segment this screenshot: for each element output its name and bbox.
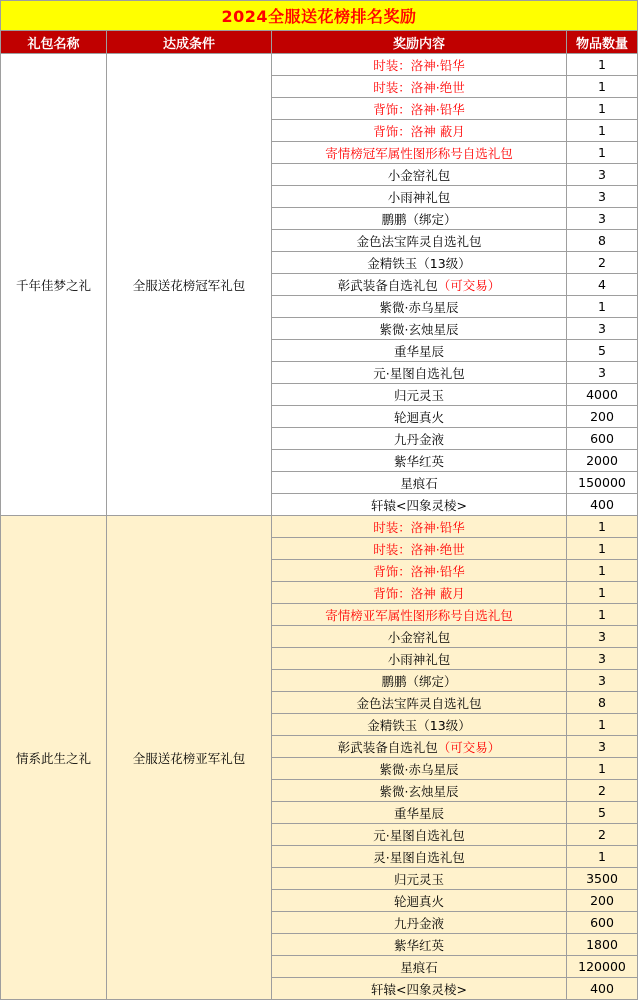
reward-item-label: 金精铁玉（13级） [367, 717, 471, 733]
reward-item-label: 金色法宝阵灵自选礼包 [356, 233, 482, 249]
reward-item-label: 轩辕<四象灵棱> [371, 981, 467, 997]
reward-item-cell [272, 252, 567, 274]
reward-item-label: 星痕石 [400, 959, 438, 975]
reward-item-label: 小雨神礼包 [387, 651, 451, 667]
reward-item-cell [272, 274, 567, 296]
reward-item-cell [272, 230, 567, 252]
reward-item-label: 元·星图自选礼包 [373, 827, 465, 843]
reward-item-cell [272, 340, 567, 362]
reward-item-label: 紫微·赤乌星辰 [379, 299, 459, 315]
reward-item-cell [272, 318, 567, 340]
reward-item-label: 轮迴真火 [393, 893, 444, 909]
reward-item-cell [272, 516, 567, 538]
reward-item-label: 紫微·玄烛星辰 [379, 783, 459, 799]
item-quantity-cell: 3500 [567, 868, 638, 890]
reward-item-label: 寄情榜亚军属性图形称号自选礼包 [325, 607, 513, 623]
reward-item-label: 重华星辰 [393, 805, 444, 821]
reward-item-label: 彰武装备自选礼包 [337, 739, 438, 755]
reward-item-label: 金精铁玉（13级） [367, 255, 471, 271]
item-quantity-cell: 1 [567, 54, 638, 76]
item-quantity-cell: 3 [567, 208, 638, 230]
item-quantity-cell: 150000 [567, 472, 638, 494]
reward-item-label: 鹏鹏（绑定） [381, 673, 457, 689]
header-reward-content: 奖励内容 [272, 31, 567, 54]
item-quantity-cell: 1 [567, 714, 638, 736]
reward-item-label: 归元灵玉 [393, 871, 444, 887]
reward-item-cell [272, 978, 567, 1000]
reward-item-cell [272, 912, 567, 934]
reward-item-label: 元·星图自选礼包 [373, 365, 465, 381]
gift-name-cell: 千年佳梦之礼 [1, 54, 107, 516]
item-quantity-cell: 3 [567, 670, 638, 692]
reward-item-label: 时装：洛神·绝世 [373, 541, 465, 557]
item-quantity-cell: 4 [567, 274, 638, 296]
reward-item-label: 九丹金液 [393, 431, 444, 447]
item-quantity-cell: 1 [567, 846, 638, 868]
reward-item-cell [272, 736, 567, 758]
reward-item-label: 轩辕<四象灵棱> [371, 497, 467, 513]
reward-item-cell [272, 934, 567, 956]
reward-item-cell [272, 450, 567, 472]
reward-item-label: 小雨神礼包 [387, 189, 451, 205]
reward-item-cell [272, 758, 567, 780]
reward-item-cell [272, 164, 567, 186]
header-item-quantity: 物品数量 [567, 31, 638, 54]
item-quantity-cell: 600 [567, 428, 638, 450]
reward-item-label: 小金窑礼包 [387, 629, 451, 645]
reward-item-label: 小金窑礼包 [387, 167, 451, 183]
item-quantity-cell: 1 [567, 98, 638, 120]
reward-item-cell [272, 428, 567, 450]
item-quantity-cell: 2 [567, 824, 638, 846]
item-quantity-cell: 1 [567, 76, 638, 98]
reward-item-label: 紫微·赤乌星辰 [379, 761, 459, 777]
reward-item-cell [272, 956, 567, 978]
reward-item-cell [272, 406, 567, 428]
condition-cell: 全服送花榜冠军礼包 [107, 54, 272, 516]
reward-item-cell [272, 846, 567, 868]
reward-item-cell [272, 538, 567, 560]
item-quantity-cell: 2 [567, 780, 638, 802]
reward-item-cell [272, 582, 567, 604]
reward-item-cell [272, 824, 567, 846]
reward-item-cell [272, 142, 567, 164]
item-quantity-cell: 1 [567, 142, 638, 164]
tradeable-note: （可交易） [437, 739, 501, 755]
table-row [1, 54, 638, 76]
reward-item-cell [272, 626, 567, 648]
reward-item-label: 背饰：洛神·铅华 [373, 563, 465, 579]
reward-item-label: 轮迴真火 [393, 409, 444, 425]
item-quantity-cell: 600 [567, 912, 638, 934]
item-quantity-cell: 200 [567, 406, 638, 428]
reward-item-cell [272, 494, 567, 516]
reward-item-label: 紫华红英 [393, 453, 444, 469]
reward-item-label: 寄情榜冠军属性图形称号自选礼包 [325, 145, 513, 161]
item-quantity-cell: 1 [567, 120, 638, 142]
item-quantity-cell: 120000 [567, 956, 638, 978]
item-quantity-cell: 5 [567, 802, 638, 824]
reward-item-label: 紫微·玄烛星辰 [379, 321, 459, 337]
item-quantity-cell: 1 [567, 296, 638, 318]
item-quantity-cell: 400 [567, 494, 638, 516]
reward-item-cell [272, 296, 567, 318]
reward-item-label: 背饰：洛神 蔽月 [373, 585, 465, 601]
reward-item-label: 九丹金液 [393, 915, 444, 931]
reward-item-cell [272, 868, 567, 890]
reward-item-label: 时装：洛神·绝世 [373, 79, 465, 95]
condition-cell: 全服送花榜亚军礼包 [107, 516, 272, 1000]
item-quantity-cell: 3 [567, 626, 638, 648]
item-quantity-cell: 4000 [567, 384, 638, 406]
reward-item-cell [272, 54, 567, 76]
header-gift-name: 礼包名称 [1, 31, 107, 54]
reward-item-cell [272, 714, 567, 736]
reward-item-cell [272, 802, 567, 824]
reward-item-cell [272, 604, 567, 626]
header-condition: 达成条件 [107, 31, 272, 54]
item-quantity-cell: 1 [567, 582, 638, 604]
item-quantity-cell: 1 [567, 516, 638, 538]
table-body [1, 54, 638, 1000]
item-quantity-cell: 1 [567, 538, 638, 560]
reward-item-label: 紫华红英 [393, 937, 444, 953]
reward-item-cell [272, 76, 567, 98]
reward-item-cell [272, 890, 567, 912]
item-quantity-cell: 2 [567, 252, 638, 274]
item-quantity-cell: 5 [567, 340, 638, 362]
item-quantity-cell: 200 [567, 890, 638, 912]
item-quantity-cell: 3 [567, 362, 638, 384]
reward-item-label: 星痕石 [400, 475, 438, 491]
tradeable-note: （可交易） [437, 277, 501, 293]
reward-item-label: 鹏鹏（绑定） [381, 211, 457, 227]
reward-item-cell [272, 120, 567, 142]
item-quantity-cell: 3 [567, 736, 638, 758]
item-quantity-cell: 8 [567, 230, 638, 252]
item-quantity-cell: 8 [567, 692, 638, 714]
item-quantity-cell: 1 [567, 758, 638, 780]
reward-item-label: 灵·星图自选礼包 [373, 849, 465, 865]
reward-item-cell [272, 560, 567, 582]
reward-item-cell [272, 692, 567, 714]
gift-name-cell: 情系此生之礼 [1, 516, 107, 1000]
table-title: 2024全服送花榜排名奖励 [1, 1, 638, 31]
item-quantity-cell: 1 [567, 560, 638, 582]
item-quantity-cell: 1800 [567, 934, 638, 956]
item-quantity-cell: 3 [567, 648, 638, 670]
item-quantity-cell: 3 [567, 186, 638, 208]
reward-item-cell [272, 472, 567, 494]
reward-item-label: 背饰：洛神·铅华 [373, 101, 465, 117]
reward-item-label: 时装：洛神·铅华 [373, 57, 465, 73]
item-quantity-cell: 3 [567, 164, 638, 186]
item-quantity-cell: 1 [567, 604, 638, 626]
reward-item-cell [272, 648, 567, 670]
reward-item-label: 背饰：洛神 蔽月 [373, 123, 465, 139]
reward-item-label: 归元灵玉 [393, 387, 444, 403]
table-row [1, 516, 638, 538]
item-quantity-cell: 2000 [567, 450, 638, 472]
item-quantity-cell: 3 [567, 318, 638, 340]
reward-item-label: 重华星辰 [393, 343, 444, 359]
reward-item-label: 彰武装备自选礼包 [337, 277, 438, 293]
reward-item-cell [272, 186, 567, 208]
reward-item-cell [272, 780, 567, 802]
reward-item-cell [272, 98, 567, 120]
reward-item-cell [272, 208, 567, 230]
reward-item-label: 时装：洛神·铅华 [373, 519, 465, 535]
reward-item-cell [272, 670, 567, 692]
item-quantity-cell: 400 [567, 978, 638, 1000]
reward-item-cell [272, 384, 567, 406]
reward-item-cell [272, 362, 567, 384]
reward-item-label: 金色法宝阵灵自选礼包 [356, 695, 482, 711]
